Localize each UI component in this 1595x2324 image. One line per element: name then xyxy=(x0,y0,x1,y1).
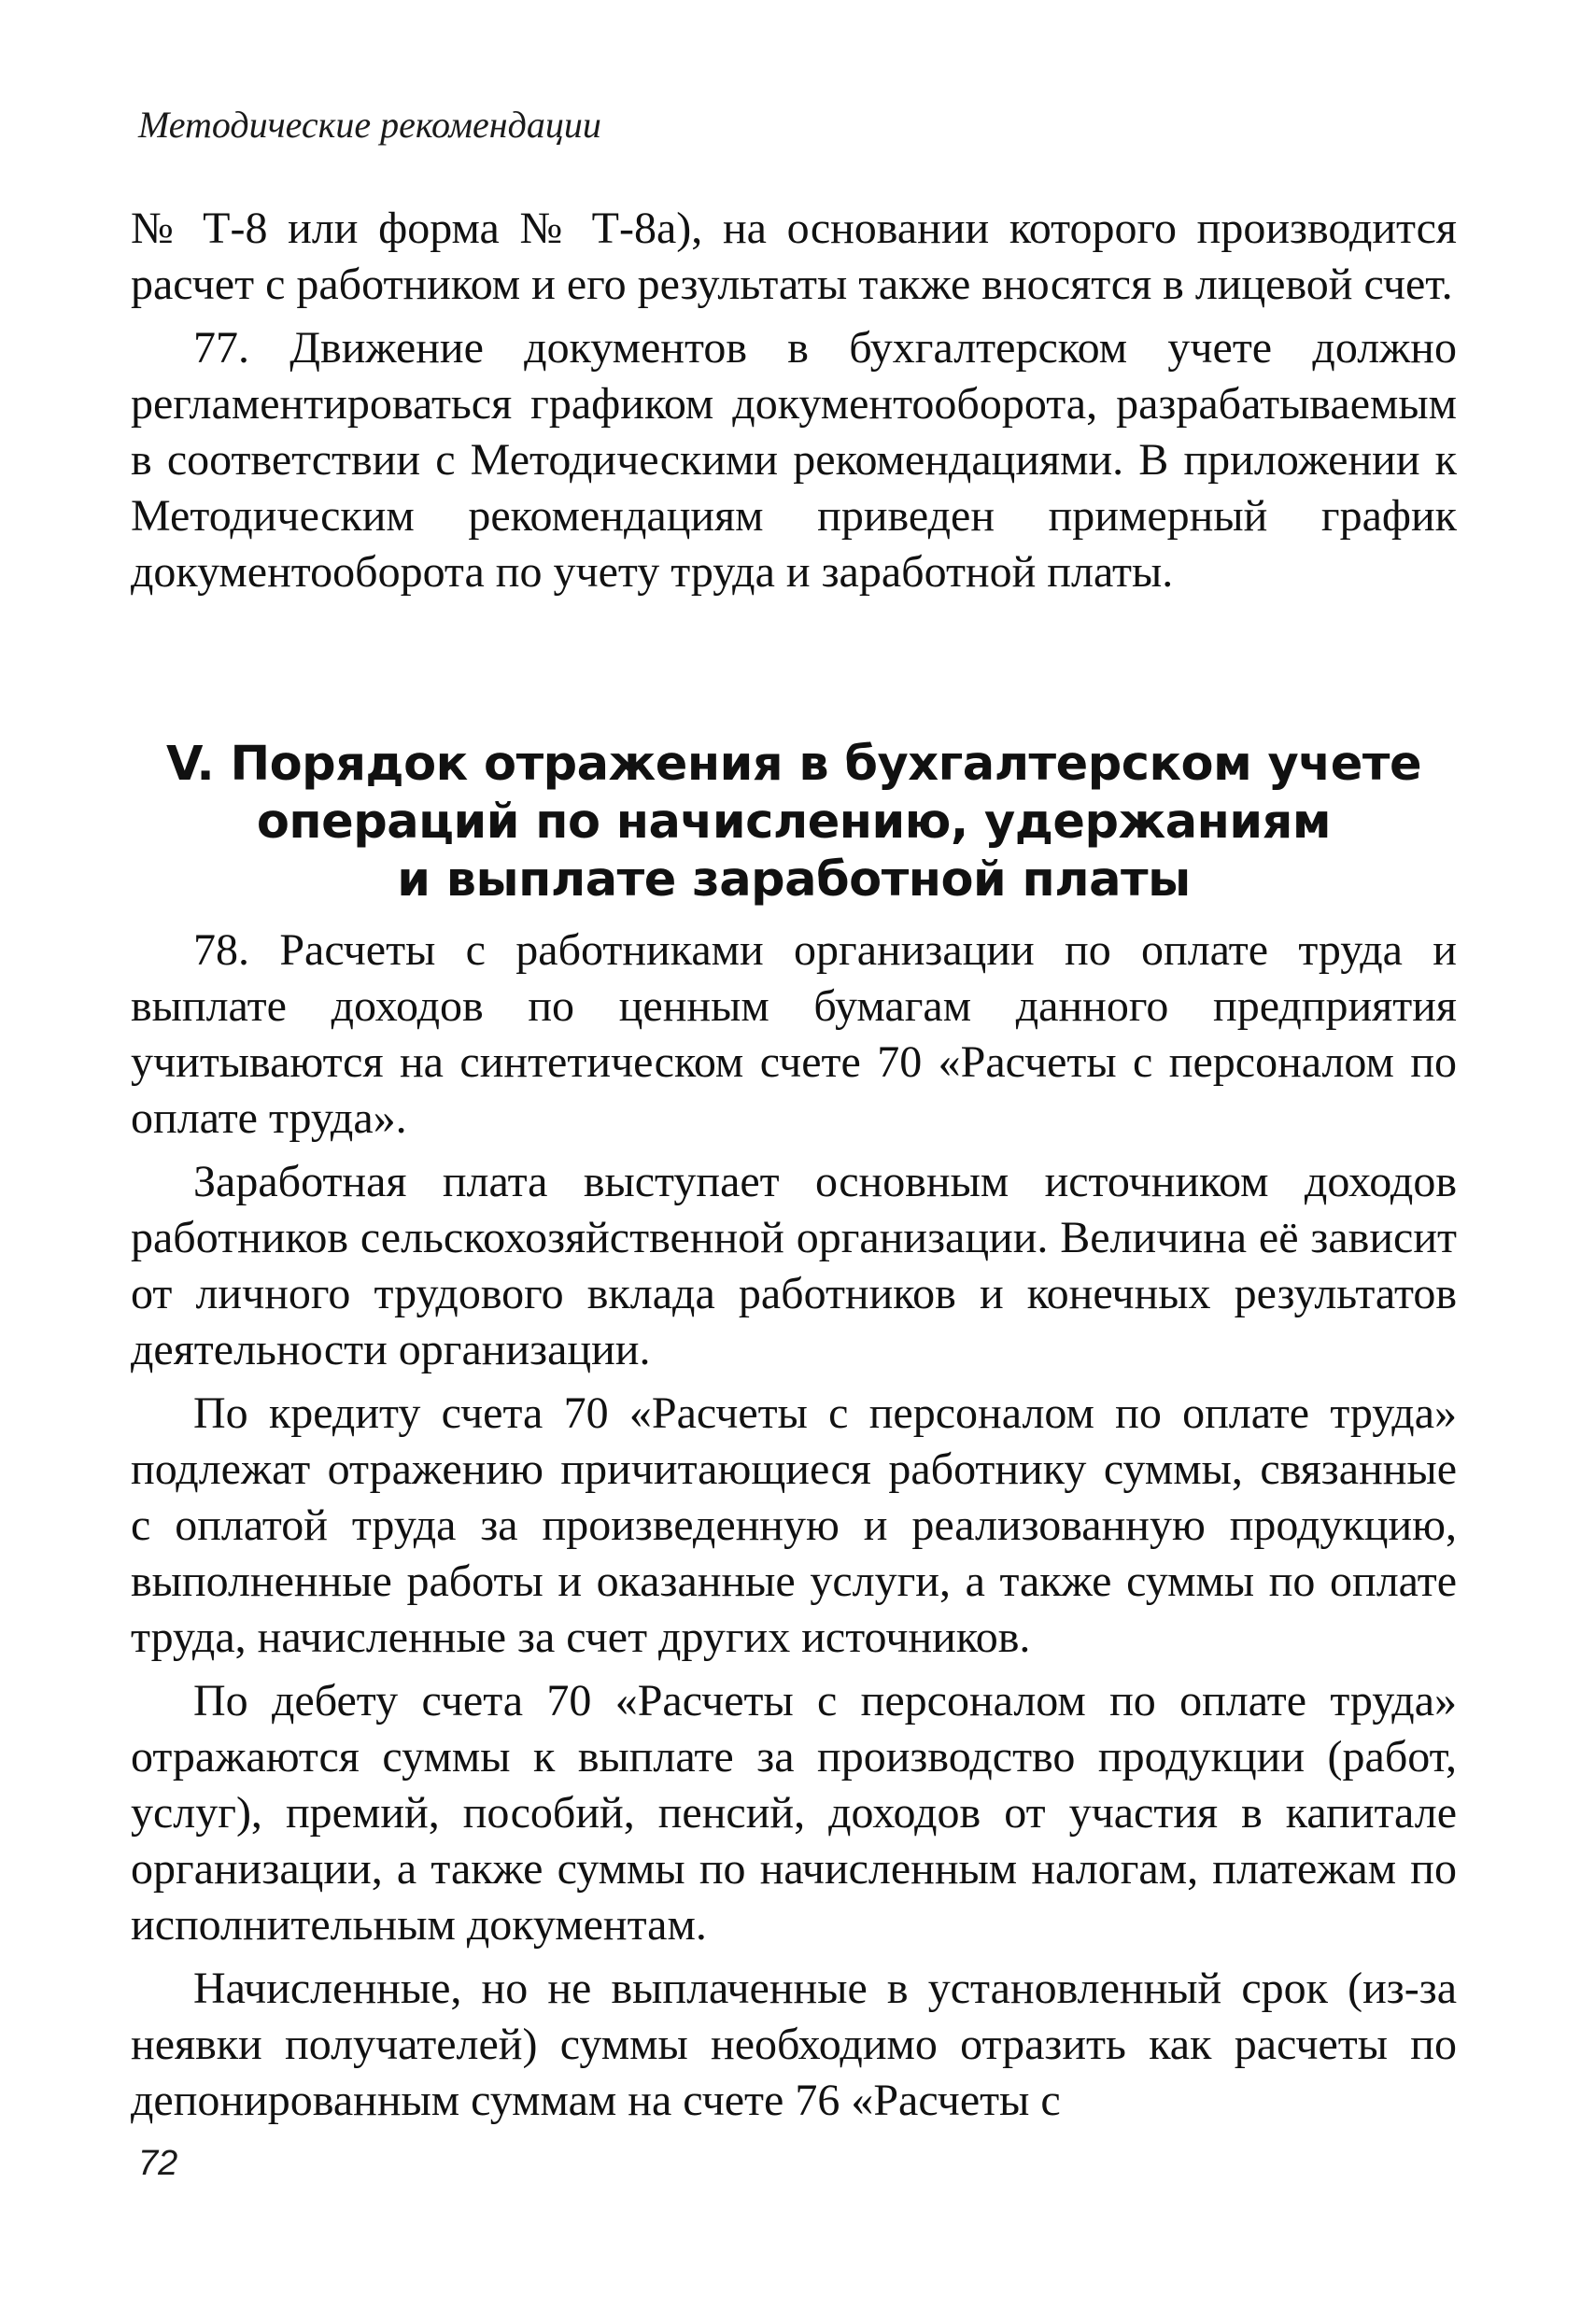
paragraph-78: 78. Расчеты с работниками организации по оплате труда и выплате доходов по ценным бумагам данного предприятия учитываются на синтетическом счете 70 «Расчеты с персоналом по оплате труда». xyxy=(131,925,1457,1143)
running-header: Методические рекомендации xyxy=(138,104,601,146)
section-text-block xyxy=(131,923,1457,2136)
section-heading-line-3: и выплате заработной платы xyxy=(397,852,1191,908)
paragraph-77: 77. Движение документов в бухгалтерском учете должно регламентироваться графиком документооборота, разрабатываемым в соответствии с Методическими рекомендациями. В приложении к Методическим рекомендациям приведен примерный график документооборота по учету труда и заработной платы. xyxy=(131,323,1457,597)
paragraph-deposited: Начисленные, но не выплаченные в установленный срок (из-за неявки получателей) суммы необходимо отразить как расчеты по депонированным суммам на счете 76 «Расчеты с xyxy=(131,1964,1457,2125)
top-text-block xyxy=(131,201,1457,608)
section-heading-line-2: операций по начислению, удержаниям xyxy=(256,795,1332,850)
continuation-paragraph: № Т-8 или форма № Т-8а), на основании которого производится расчет с работником и его результаты также вносятся в лицевой счет. xyxy=(131,204,1457,309)
page-number: 72 xyxy=(138,2144,178,2183)
section-heading xyxy=(131,736,1457,909)
section-heading-line-1: V. Порядок отражения в бухгалтерском учете xyxy=(165,737,1422,792)
paragraph-credit: По кредиту счета 70 «Расчеты с персоналом по оплате труда» подлежат отражению причитающиеся работнику суммы, связанные с оплатой труда за произведенную и реализованную продукцию, выполненные работы и оказанные услуги, а также суммы по оплате труда, начисленные за счет других источников. xyxy=(131,1388,1457,1662)
paragraph-wages: Заработная плата выступает основным источником доходов работников сельскохозяйственной организации. Величина её зависит от личного трудового вклада работников и конечных результатов деятельности организации. xyxy=(131,1157,1457,1374)
paragraph-debit: По дебету счета 70 «Расчеты с персоналом по оплате труда» отражаются суммы к выплате за производство продукции (работ, услуг), премий, пособий, пенсий, доходов от участия в капитале организации, а также суммы по начисленным налогам, платежам по исполнительным документам. xyxy=(131,1676,1457,1950)
